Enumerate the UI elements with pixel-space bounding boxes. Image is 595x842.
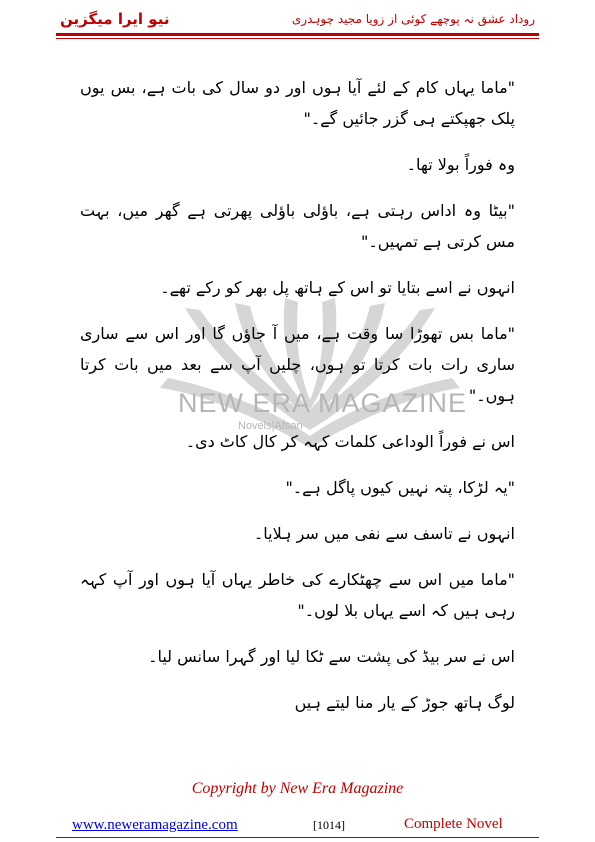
- paragraph: "ماما بس تھوڑا سا وقت ہے، میں آ جاؤں گا اور اس سے ساری ساری رات بات کرتا تو ہوں، چلیں آپ سے بعد میں بات کرتا ہوں۔": [80, 324, 515, 405]
- paragraph: اس نے سر بیڈ کی پشت سے ٹکا لیا اور گہرا سانس لیا۔: [148, 647, 515, 666]
- paragraph: اس نے فوراً الوداعی کلمات کہہ کر کال کاٹ دی۔: [185, 432, 515, 451]
- copyright-notice: Copyright by New Era Magazine: [191, 780, 404, 797]
- paragraph: "بیٹا وہ اداس رہتی ہے، باؤلی باؤلی پھرتی ہے گھر میں، بہت مس کرتی ہے تمہیں۔": [80, 201, 515, 251]
- paragraph: "یہ لڑکا، پتہ نہیں کیوں پاگل ہے۔": [285, 478, 515, 497]
- complete-novel-label: Complete Novel: [404, 816, 503, 832]
- page-number: [1014]: [313, 818, 345, 832]
- header-rule-thick: [56, 33, 539, 36]
- website-link[interactable]: www.neweramagazine.com: [72, 817, 238, 833]
- story-text: [80, 72, 515, 733]
- paragraph: "ماما میں اس سے چھٹکارے کی خاطر یہاں آیا ہوں اور آپ کہہ رہی ہیں کہ اسے یہاں بلا لوں۔": [80, 570, 515, 620]
- paragraph: لوگ ہاتھ جوڑ کے یار منا لیتے ہیں: [294, 693, 515, 712]
- magazine-name: نیو ایرا میگزین: [60, 10, 170, 28]
- novel-title-author: روداد عشق نہ پوچھے کوئی از زویا مجید چوہدری: [291, 12, 535, 26]
- watermark-brand: NEW ERA MAGAZINE: [178, 388, 468, 418]
- page-header: [0, 0, 595, 40]
- paragraph: انہوں نے تاسف سے نفی میں سر ہلایا۔: [253, 524, 515, 543]
- paragraph: "ماما یہاں کام کے لئے آیا ہوں اور دو سال کی بات ہے، بس یوں پلک جھپکتے ہی گزر جائیں گے۔": [80, 78, 515, 128]
- footer-rule: [56, 837, 539, 838]
- watermark-subtitle: Novels|Afsan: [238, 420, 303, 432]
- header-rule-thin: [56, 38, 539, 39]
- paragraph: انہوں نے اسے بتایا تو اس کے ہاتھ پل بھر کو رکے تھے۔: [160, 278, 515, 297]
- paragraph: وہ فوراً بولا تھا۔: [406, 155, 515, 174]
